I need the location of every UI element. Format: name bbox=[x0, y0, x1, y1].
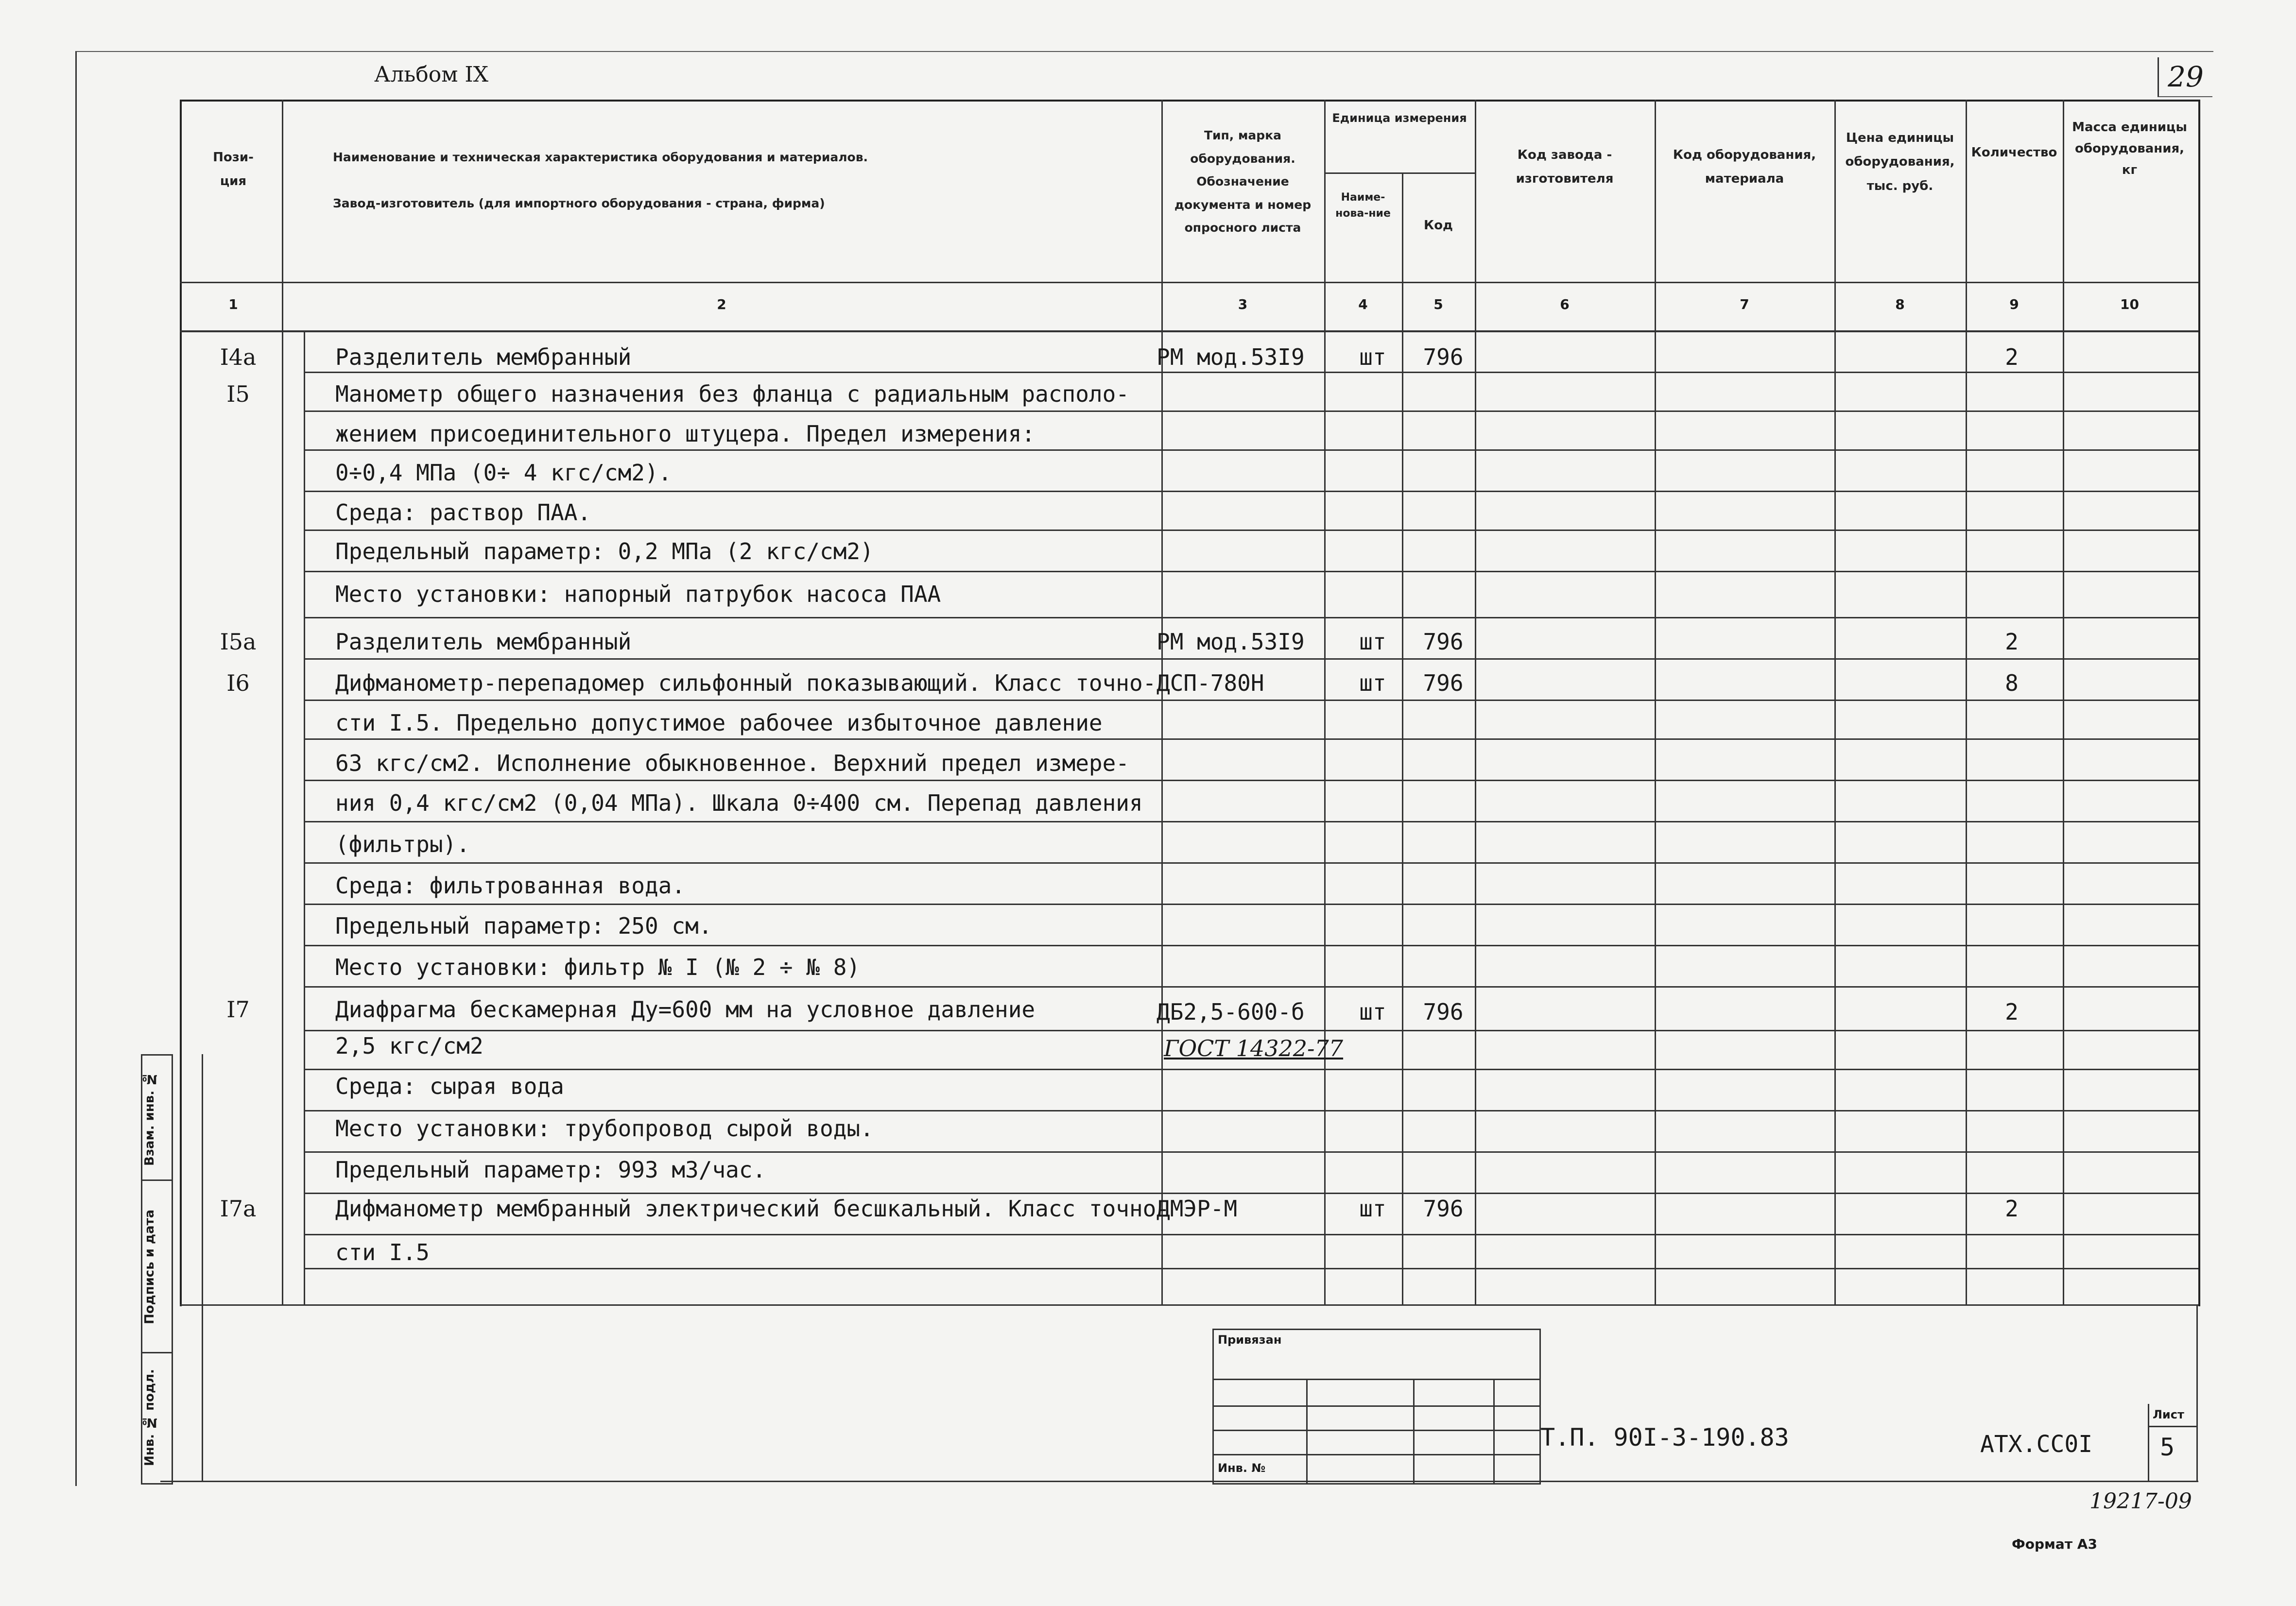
row-separator bbox=[304, 780, 1161, 781]
row-type: ДБ2,5-600-б bbox=[1157, 999, 1305, 1025]
row-type: ДМЭР-М bbox=[1157, 1196, 1238, 1222]
row-pos: I7 bbox=[226, 996, 250, 1023]
row-desc: Предельный параметр: 993 м3/час. bbox=[335, 1157, 766, 1183]
col-header-pos: Пози- ция bbox=[213, 150, 254, 189]
row-unit: шт bbox=[1359, 629, 1386, 655]
row-desc: ния 0,4 кгс/см2 (0,04 МПа). Шкала 0÷400 см. Перепад давления bbox=[335, 790, 1143, 816]
colnum-5: 5 bbox=[1433, 296, 1443, 312]
row-qty: 2 bbox=[2005, 629, 2019, 655]
row-pos: I7a bbox=[220, 1196, 257, 1222]
row-separator bbox=[1161, 372, 2198, 373]
row-separator bbox=[304, 1193, 1161, 1194]
desc-inner-line bbox=[304, 330, 305, 1304]
inv-label: Инв. № bbox=[1218, 1461, 1266, 1475]
col-line-2 bbox=[1161, 100, 1163, 1304]
row-desc: Разделитель мембранный bbox=[335, 344, 632, 370]
row-desc: Среда: фильтрованная вода. bbox=[335, 872, 686, 899]
row-pos: I5a bbox=[220, 629, 257, 655]
row-separator bbox=[1161, 571, 2198, 572]
row-separator bbox=[304, 738, 1161, 740]
row-code: 796 bbox=[1423, 670, 1464, 696]
list-number: 5 bbox=[2160, 1433, 2175, 1461]
row-code: 796 bbox=[1423, 344, 1464, 370]
colnum-2: 2 bbox=[717, 296, 726, 312]
row-separator bbox=[1161, 862, 2198, 864]
row-separator bbox=[1161, 449, 2198, 451]
colnum-1: 1 bbox=[228, 296, 238, 312]
row-separator bbox=[304, 571, 1161, 572]
row-separator bbox=[1161, 904, 2198, 905]
list-box-divider bbox=[2148, 1426, 2196, 1427]
col-header-qty: Количество bbox=[1971, 145, 2057, 160]
row-desc: Предельный параметр: 0,2 МПа (2 кгс/см2) bbox=[335, 538, 874, 564]
row-unit: шт bbox=[1359, 670, 1386, 696]
row-desc: 63 кгс/см2. Исполнение обыкновенное. Верхний предел измере- bbox=[335, 750, 1129, 776]
col-header-unit-group: Единица измерения bbox=[1332, 111, 1467, 125]
row-separator bbox=[304, 986, 1161, 988]
side-divider-2 bbox=[142, 1352, 172, 1353]
colnum-4: 4 bbox=[1358, 296, 1368, 312]
row-desc: Предельный параметр: 250 см. bbox=[335, 913, 712, 939]
row-desc: Место установки: напорный патрубок насоса ПАА bbox=[335, 581, 941, 607]
col-line-6 bbox=[1655, 100, 1656, 1304]
row-desc: Место установки: фильтр № I (№ 2 ÷ № 8) bbox=[335, 954, 861, 980]
priv-line-3 bbox=[1214, 1430, 1539, 1431]
row-code: 796 bbox=[1423, 629, 1464, 655]
row-separator bbox=[1161, 491, 2198, 492]
row-separator bbox=[1161, 986, 2198, 988]
row-desc: Место установки: трубопровод сырой воды. bbox=[335, 1115, 874, 1142]
colnum-bottom-line bbox=[180, 330, 2198, 332]
row-separator bbox=[1161, 700, 2198, 701]
row-separator bbox=[1161, 780, 2198, 781]
col-line-7 bbox=[1834, 100, 1836, 1304]
row-separator bbox=[1161, 1234, 2198, 1235]
col-header-type: Тип, марка оборудования. Обозначение документа и номер опросного листа bbox=[1174, 128, 1312, 235]
row-separator bbox=[304, 700, 1161, 701]
row-desc: Манометр общего назначения без фланца с радиальным располо- bbox=[335, 381, 1129, 407]
row-desc: (фильтры). bbox=[335, 831, 470, 857]
col-header-unit-name: Наиме-нова-ние bbox=[1335, 191, 1391, 220]
row-separator bbox=[1161, 1151, 2198, 1153]
col-header-price: Цена единицы оборудования, тыс. руб. bbox=[1845, 131, 1955, 193]
priv-line-4 bbox=[1214, 1454, 1539, 1455]
priv-vline-1 bbox=[1306, 1379, 1308, 1483]
row-desc: сти I.5. Предельно допустимое рабочее избыточное давление bbox=[335, 710, 1103, 736]
priv-line-2 bbox=[1214, 1405, 1539, 1407]
row-separator bbox=[304, 904, 1161, 905]
row-separator bbox=[304, 449, 1161, 451]
col-header-unit-code: Код bbox=[1423, 218, 1453, 233]
side-label-signature: Подпись и дата bbox=[142, 1209, 157, 1325]
row-separator bbox=[1161, 945, 2198, 946]
row-separator bbox=[304, 1234, 1161, 1235]
row-qty: 2 bbox=[2005, 1196, 2019, 1222]
row-separator bbox=[304, 410, 1161, 412]
table-bottom-line bbox=[180, 1304, 2198, 1306]
row-desc: Диафрагма бескамерная Ду=600 мм на условное давление bbox=[335, 996, 1036, 1023]
format-label: Формат А3 bbox=[2012, 1536, 2097, 1552]
colnum-3: 3 bbox=[1238, 296, 1248, 312]
row-desc: Разделитель мембранный bbox=[335, 629, 632, 655]
side-label-inv-orig: Инв. № подл. bbox=[142, 1369, 157, 1466]
row-separator bbox=[1161, 1069, 2198, 1070]
priv-line-1 bbox=[1214, 1379, 1539, 1380]
row-desc: Среда: раствор ПАА. bbox=[335, 499, 591, 526]
row-pos: I4a bbox=[220, 344, 257, 370]
album-label: Альбом IX bbox=[374, 62, 489, 87]
col-header-equip-code: Код оборудования, материала bbox=[1673, 148, 1816, 187]
row-pos: I6 bbox=[226, 670, 250, 696]
col-header-name-2: Завод-изготовитель (для импортного оборудования - страна, фирма) bbox=[333, 196, 825, 210]
row-pos: I5 bbox=[226, 381, 250, 407]
row-separator bbox=[1161, 738, 2198, 740]
col-line-5 bbox=[1475, 100, 1476, 1304]
row-separator bbox=[1161, 1268, 2198, 1269]
col-header-mfr-code: Код завода - изготовителя bbox=[1516, 148, 1614, 187]
privyazan-block bbox=[1212, 1329, 1541, 1485]
colnum-7: 7 bbox=[1740, 296, 1749, 312]
col-header-mass: Масса единицы оборудования, кг bbox=[2072, 120, 2187, 178]
side-stamp bbox=[141, 1054, 173, 1485]
row-separator bbox=[304, 617, 1161, 618]
row-desc: Среда: сырая вода bbox=[335, 1073, 564, 1099]
priv-vline-2 bbox=[1413, 1379, 1415, 1483]
row-qty: 8 bbox=[2005, 670, 2019, 696]
col-header-name-1: Наименование и техническая характеристика оборудования и материалов. bbox=[333, 150, 868, 164]
row-desc: Дифманометр-перепадомер сильфонный показывающий. Класс точно- bbox=[335, 670, 1157, 696]
row-code: 796 bbox=[1423, 1196, 1464, 1222]
header-bottom-line bbox=[180, 282, 2198, 283]
row-separator bbox=[1161, 821, 2198, 822]
row-type: РМ мод.53I9 bbox=[1157, 344, 1305, 370]
side-label-replace-inv: Взам. инв. № bbox=[142, 1071, 157, 1166]
row-type: ГОСТ 14322-77 bbox=[1164, 1035, 1344, 1061]
archive-number: 19217-09 bbox=[2089, 1489, 2192, 1514]
row-separator bbox=[304, 1069, 1161, 1070]
row-separator bbox=[1161, 617, 2198, 618]
colnum-10: 10 bbox=[2120, 296, 2139, 312]
colnum-6: 6 bbox=[1560, 296, 1570, 312]
page-bottom-line bbox=[160, 1481, 2198, 1482]
row-desc: жением присоединительного штуцера. Предел измерения: bbox=[335, 421, 1036, 447]
side-divider-1 bbox=[142, 1179, 172, 1181]
row-type: РМ мод.53I9 bbox=[1157, 629, 1305, 655]
row-unit: шт bbox=[1359, 344, 1386, 370]
unit-group-line bbox=[1324, 172, 1475, 174]
col-line-9 bbox=[2063, 100, 2064, 1304]
right-frame-line bbox=[2196, 1304, 2198, 1482]
row-separator bbox=[1161, 410, 2198, 412]
col-line-1 bbox=[282, 100, 283, 1304]
row-separator bbox=[304, 1151, 1161, 1153]
row-separator bbox=[304, 658, 1161, 660]
row-separator bbox=[1161, 1030, 2198, 1031]
list-label: Лист bbox=[2153, 1408, 2184, 1421]
row-desc: Дифманометр мембранный электрический бесшкальный. Класс точно- bbox=[335, 1196, 1170, 1222]
row-desc: сти I.5 bbox=[335, 1239, 430, 1265]
row-desc: 2,5 кгс/см2 bbox=[335, 1033, 483, 1059]
row-qty: 2 bbox=[2005, 344, 2019, 370]
row-separator bbox=[304, 491, 1161, 492]
row-desc: 0÷0,4 МПа (0÷ 4 кгс/см2). bbox=[335, 460, 672, 486]
row-separator bbox=[1161, 658, 2198, 660]
row-separator bbox=[304, 945, 1161, 946]
row-separator bbox=[1161, 1110, 2198, 1111]
row-unit: шт bbox=[1359, 1196, 1386, 1222]
row-type: ДСП-780Н bbox=[1157, 670, 1264, 696]
row-separator bbox=[304, 821, 1161, 822]
row-qty: 2 bbox=[2005, 999, 2019, 1025]
list-box-line bbox=[2148, 1404, 2149, 1482]
doc-code: Т.П. 90I-3-190.83 bbox=[1540, 1423, 1789, 1452]
col-line-3 bbox=[1324, 100, 1326, 1304]
row-separator bbox=[1161, 1193, 2198, 1194]
col-line-8 bbox=[1966, 100, 1967, 1304]
side-stamp-right-line bbox=[202, 1054, 203, 1482]
row-code: 796 bbox=[1423, 999, 1464, 1025]
sheet-number: 29 bbox=[2158, 57, 2212, 97]
row-separator bbox=[1161, 530, 2198, 531]
colnum-9: 9 bbox=[2009, 296, 2019, 312]
row-separator bbox=[304, 372, 1161, 373]
row-separator bbox=[304, 1110, 1161, 1111]
row-separator bbox=[304, 1030, 1161, 1031]
row-unit: шт bbox=[1359, 999, 1386, 1025]
row-separator bbox=[304, 1268, 1161, 1269]
priv-vline-3 bbox=[1493, 1379, 1495, 1483]
privyazan-label: Привязан bbox=[1218, 1333, 1282, 1347]
doc-mark: АТХ.СС0I bbox=[1980, 1431, 2093, 1458]
row-separator bbox=[304, 530, 1161, 531]
colnum-8: 8 bbox=[1895, 296, 1905, 312]
row-separator bbox=[304, 862, 1161, 864]
